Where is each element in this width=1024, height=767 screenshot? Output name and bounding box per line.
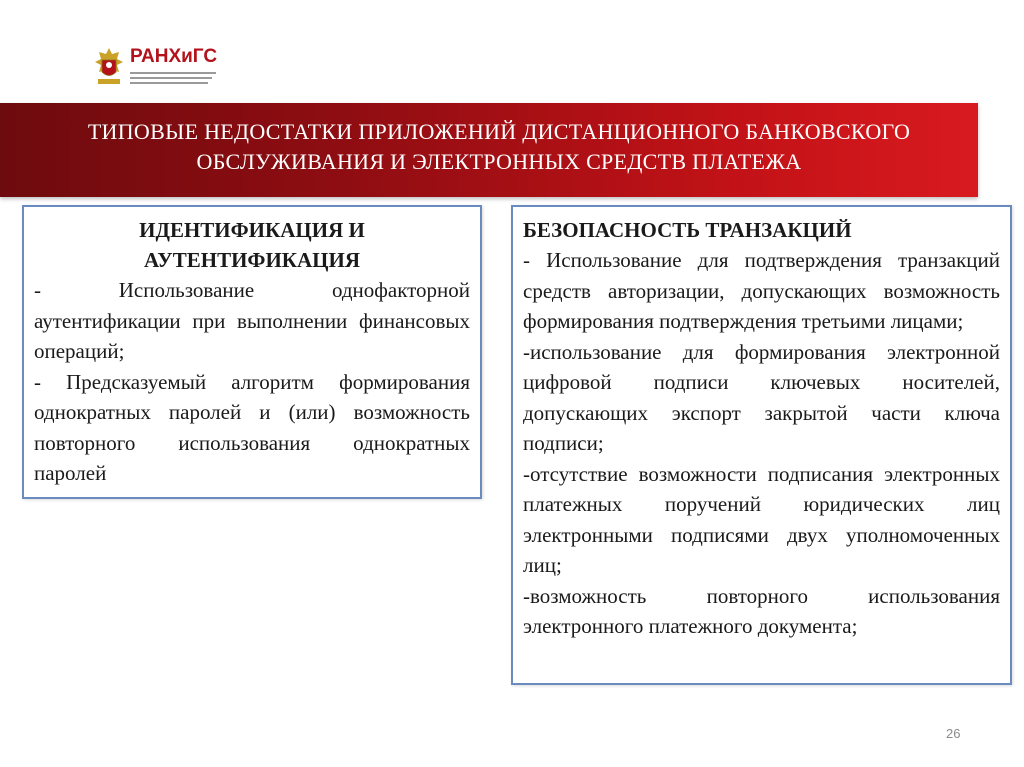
panel-heading: БЕЗОПАСНОСТЬ ТРАНЗАКЦИЙ bbox=[523, 218, 852, 242]
list-item: -возможность повторного использования электронного платежного документа; bbox=[523, 583, 1000, 638]
logo-subline bbox=[130, 77, 212, 79]
panel-heading: ИДЕНТИФИКАЦИЯ И АУТЕНТИФИКАЦИЯ bbox=[139, 218, 365, 272]
title-band bbox=[0, 103, 978, 197]
emblem-icon bbox=[92, 46, 126, 88]
panel-transaction-security bbox=[511, 205, 1012, 685]
list-item: -использование для формирования электронной цифровой подписи ключевых носителей, допускающих экспорт закрытой части ключа подписи; bbox=[523, 339, 1000, 455]
list-item: - Использование для подтверждения транзакций средств авторизации, допускающих возможность формирования подтверждения третьими лицами; bbox=[523, 248, 1000, 333]
list-item: -отсутствие возможности подписания электронных платежных поручений юридических лиц электронными подписями двух уполномоченных лиц; bbox=[523, 461, 1000, 577]
slide-title: ТИПОВЫЕ НЕДОСТАТКИ ПРИЛОЖЕНИЙ ДИСТАНЦИОННОГО БАНКОВСКОГО ОБСЛУЖИВАНИЯ И ЭЛЕКТРОННЫХ СРЕДСТВ ПЛАТЕЖА bbox=[87, 119, 911, 174]
logo-subline bbox=[130, 82, 208, 84]
logo bbox=[92, 44, 232, 90]
panel-identification bbox=[22, 205, 482, 499]
logo-subline bbox=[130, 72, 216, 74]
logo-brand: РАНХиГС bbox=[130, 46, 218, 67]
page-number: 26 bbox=[946, 726, 961, 741]
list-item: - Использование однофакторной аутентификации при выполнении финансовых операций; bbox=[34, 278, 470, 363]
list-item: - Предсказуемый алгоритм формирования однократных паролей и (или) возможность повторного использования однократных паролей bbox=[34, 369, 470, 485]
